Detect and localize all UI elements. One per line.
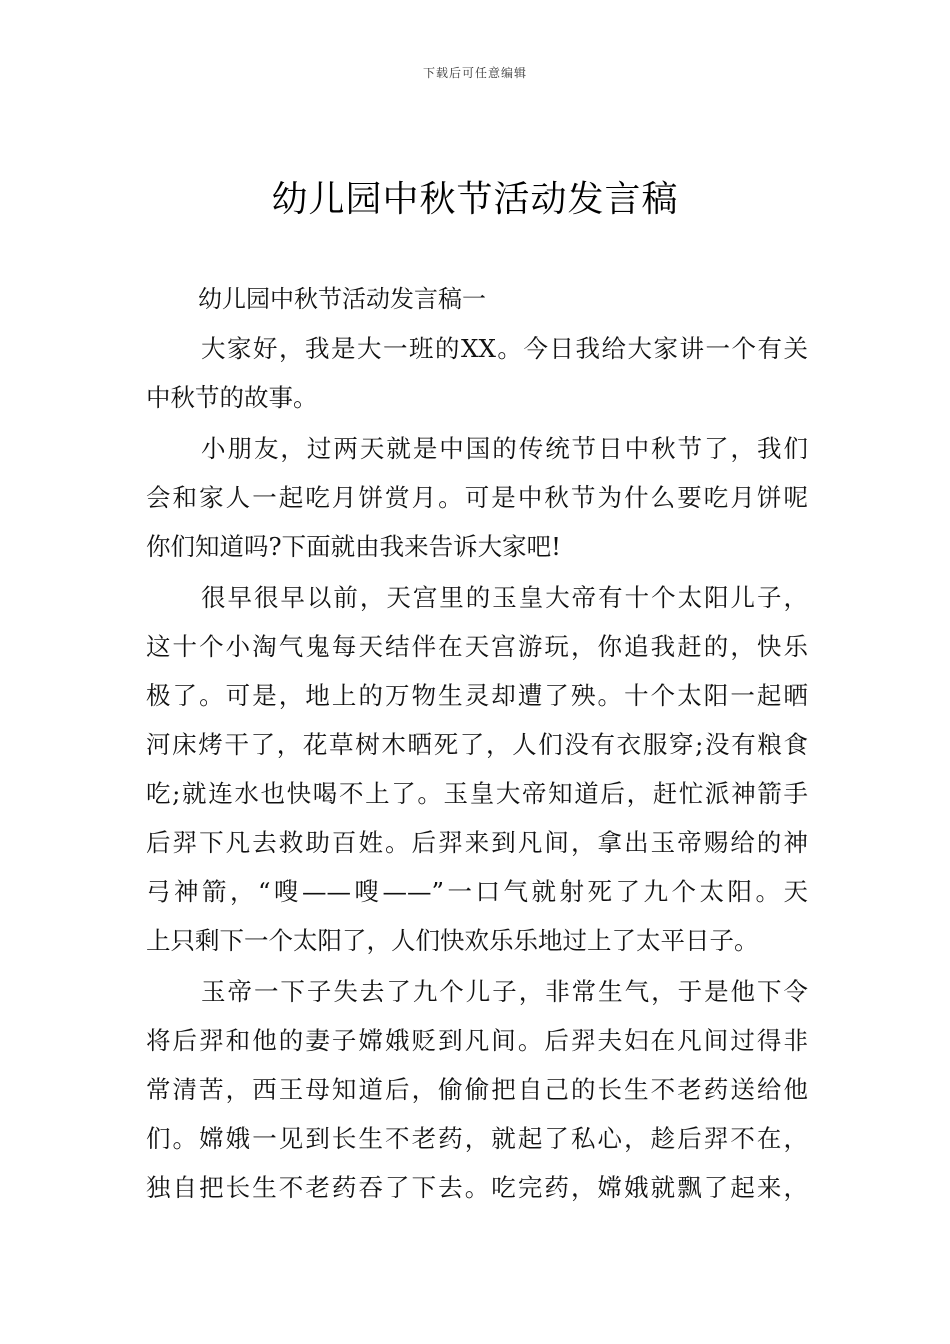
paragraph-line: 弓神箭，“嗖——嗖——”一口气就射死了九个太阳。天 bbox=[146, 877, 808, 906]
paragraph-line: 吃;就连水也快喝不上了。玉皇大帝知道后，赶忙派神箭手 bbox=[146, 779, 808, 808]
paragraph-line: 很早很早以前，天宫里的玉皇大帝有十个太阳儿子， bbox=[201, 583, 808, 612]
section-subheading: 幼儿园中秋节活动发言稿一 bbox=[198, 285, 486, 313]
paragraph-line: 玉帝一下子失去了九个儿子，非常生气，于是他下令 bbox=[201, 977, 808, 1006]
paragraph-3 bbox=[146, 573, 808, 965]
paragraph-line: 独自把长生不老药吞了下去。吃完药，嫦娥就飘了起来， bbox=[146, 1173, 808, 1202]
paragraph-line: 上只剩下一个太阳了，人们快欢乐乐地过上了太平日子。 bbox=[146, 926, 759, 955]
paragraph-1 bbox=[146, 324, 808, 422]
paragraph-line: 将后羿和他的妻子嫦娥贬到凡间。后羿夫妇在凡间过得非 bbox=[146, 1026, 808, 1055]
header-note: 下载后可任意编辑 bbox=[422, 66, 527, 80]
paragraph-line: 你们知道吗?下面就由我来告诉大家吧! bbox=[146, 532, 561, 561]
paragraph-2 bbox=[146, 424, 808, 571]
paragraph-line: 这十个小淘气鬼每天结伴在天宫游玩，你追我赶的，快乐 bbox=[146, 632, 808, 661]
document-title: 幼儿园中秋节活动发言稿 bbox=[271, 179, 679, 220]
paragraph-line: 会和家人一起吃月饼赏月。可是中秋节为什么要吃月饼呢 bbox=[146, 483, 808, 512]
document-body bbox=[146, 274, 808, 1214]
paragraph-line: 常清苦，西王母知道后，偷偷把自己的长生不老药送给他 bbox=[146, 1075, 808, 1104]
paragraph-4 bbox=[146, 967, 808, 1212]
paragraph-line: 后羿下凡去救助百姓。后羿来到凡间，拿出玉帝赐给的神 bbox=[146, 828, 808, 857]
paragraph-line: 河床烤干了，花草树木晒死了，人们没有衣服穿;没有粮食 bbox=[146, 730, 808, 759]
paragraph-line: 极了。可是，地上的万物生灵却遭了殃。十个太阳一起晒 bbox=[146, 681, 808, 710]
paragraph-line: 们。嫦娥一见到长生不老药，就起了私心，趁后羿不在， bbox=[146, 1124, 808, 1153]
paragraph-line: 中秋节的故事。 bbox=[146, 383, 318, 412]
paragraph-line: 小朋友，过两天就是中国的传统节日中秋节了，我们 bbox=[201, 434, 808, 463]
paragraph-line: 大家好，我是大一班的XX。今日我给大家讲一个有关 bbox=[201, 334, 808, 363]
